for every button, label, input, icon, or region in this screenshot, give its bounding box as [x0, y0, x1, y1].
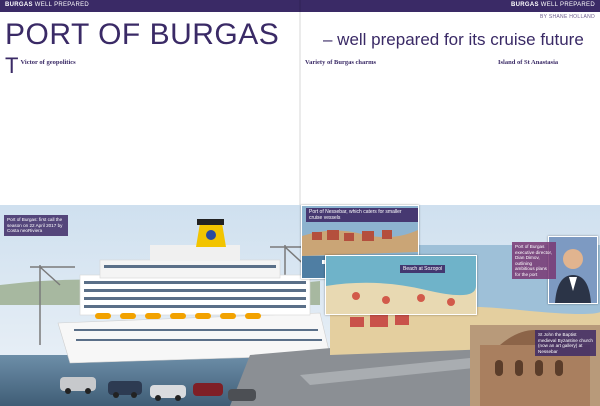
inset-sozopol-beach — [325, 255, 477, 315]
column-6 — [498, 57, 595, 207]
subheading-island: Island of St Anastasia — [498, 59, 559, 66]
inset-beach-caption: Beach at Sozopol — [400, 265, 445, 273]
church-caption: St John the Baptist medieval Byzantine church (now an art gallery) at Nessebar — [535, 330, 596, 356]
section-label-right — [511, 2, 595, 8]
column-2 — [95, 57, 191, 207]
column-4 — [305, 57, 393, 207]
inset-port-caption: Port of Nessebar, which caters for smaller cruise vessels — [306, 208, 418, 222]
portrait-caption: Port of Burgas executive director, Dian Dimov, outlining ambitious plans for the port — [512, 242, 556, 279]
column-3 — [198, 57, 295, 207]
ship-caption: Port of Burgas: first call the season on 22 April 2017 by Costa neoRiviera — [4, 215, 68, 236]
column-1 — [5, 57, 89, 207]
cruise-ship-photo — [0, 205, 600, 406]
column-5 — [398, 57, 492, 207]
cruise-ship-illustration — [0, 205, 600, 406]
drop-cap: T — [5, 57, 19, 78]
section-left-rest: WELL PREPARED — [32, 2, 90, 8]
headline-title: PORT OF BURGAS — [5, 18, 280, 51]
section-right-rest: WELL PREPARED — [538, 2, 595, 8]
subheading-variety: Variety of Burgas charms — [305, 59, 377, 66]
section-left-bold: BURGAS — [5, 2, 33, 8]
byline: BY SHANE HOLLAND — [539, 14, 595, 20]
subheading-geopolitics: Victor of geopolitics — [20, 59, 76, 66]
section-right-bold: BURGAS — [510, 2, 539, 8]
headline-subtitle: – well prepared for its cruise future — [323, 30, 584, 49]
section-label-left — [5, 2, 89, 8]
portrait-illustration — [549, 237, 597, 303]
